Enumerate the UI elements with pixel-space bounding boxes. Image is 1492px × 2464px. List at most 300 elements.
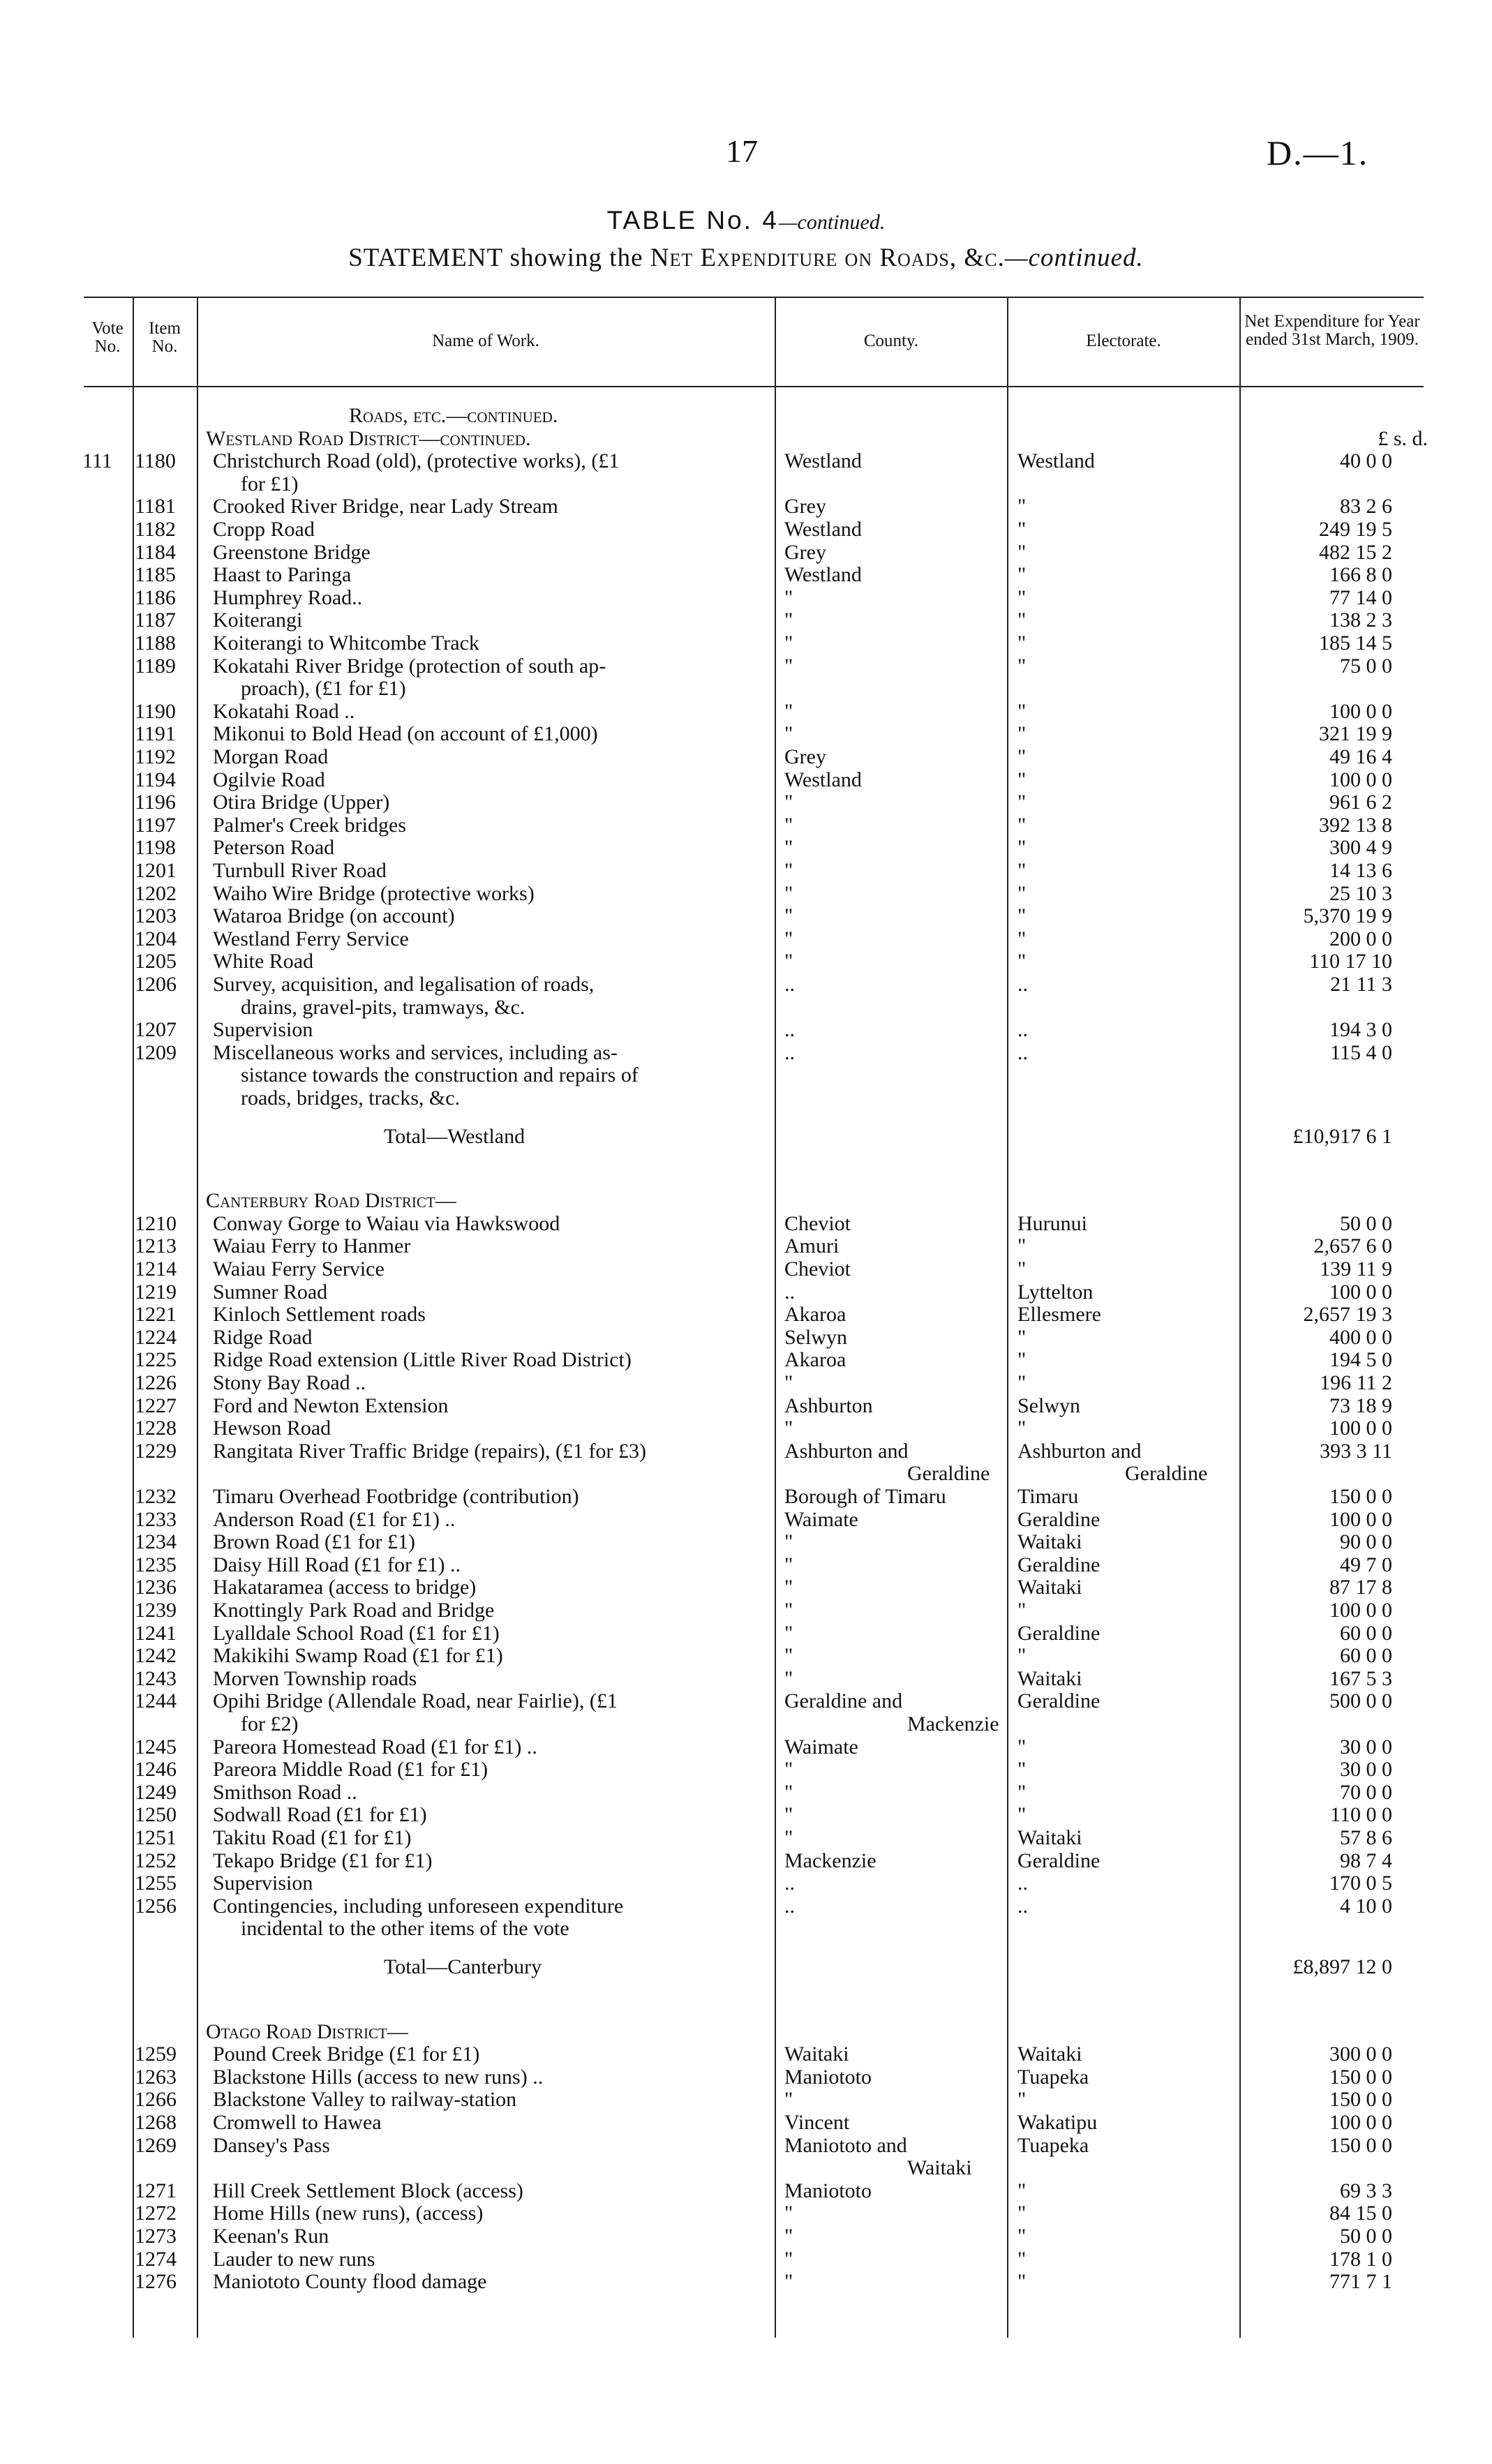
- county: ": [784, 608, 793, 632]
- electorate: ": [1017, 1257, 1027, 1280]
- item-number: 1232: [135, 1485, 177, 1508]
- table-row-cont: [0, 1463, 1492, 1485]
- header-name: Name of Work.: [432, 331, 539, 350]
- table-row: [0, 1827, 1492, 1849]
- work-name: Sumner Road: [213, 1280, 328, 1304]
- canterbury-heading: Canterbury Road District—: [206, 1189, 456, 1213]
- table-row-cont: [0, 996, 1492, 1019]
- item-number: 1243: [135, 1666, 177, 1690]
- net-expenditure: 30 0 0: [1340, 1758, 1392, 1782]
- electorate: ": [1017, 904, 1027, 928]
- electorate: Ellesmere: [1017, 1303, 1101, 1327]
- work-name: Peterson Road: [213, 836, 335, 860]
- electorate: ": [1017, 1758, 1027, 1782]
- work-name: Hakataramea (access to bridge): [213, 1576, 477, 1599]
- work-name-cont: incidental to the other items of the vote: [241, 1917, 569, 1941]
- county: ": [784, 1826, 793, 1849]
- electorate: ": [1017, 1599, 1027, 1622]
- table-row: [0, 1281, 1492, 1304]
- table-row: [0, 2089, 1492, 2111]
- item-number: 1224: [135, 1325, 177, 1349]
- work-name: Contingencies, including unforeseen expenditure: [213, 1894, 624, 1918]
- work-name: Ford and Newton Extension: [213, 1394, 449, 1417]
- net-expenditure: 90 0 0: [1340, 1530, 1392, 1554]
- table-row: [0, 1531, 1492, 1553]
- item-number: 1255: [135, 1872, 177, 1895]
- work-name: Stony Bay Road ..: [213, 1371, 366, 1394]
- table-row: [0, 860, 1492, 882]
- net-expenditure: 73 18 9: [1329, 1394, 1392, 1417]
- county-cont: Waitaki: [907, 2156, 972, 2180]
- county: ": [784, 1644, 793, 1668]
- net-expenditure: 400 0 0: [1329, 1325, 1392, 1349]
- item-number: 1246: [135, 1758, 177, 1782]
- electorate: ": [1017, 1371, 1027, 1394]
- county: Grey: [784, 495, 826, 518]
- table-row: [0, 837, 1492, 859]
- westland-heading: Westland Road District—continued.: [206, 426, 531, 450]
- table-row: [0, 2202, 1492, 2225]
- item-number: 1191: [135, 722, 176, 746]
- item-number: 1245: [135, 1735, 177, 1759]
- work-name: Waiau Ferry to Hanmer: [213, 1234, 411, 1258]
- work-name-cont: for £2): [241, 1712, 299, 1735]
- item-number: 1266: [135, 2088, 177, 2112]
- table-row: [0, 791, 1492, 814]
- item-number: 1233: [135, 1507, 177, 1531]
- work-name: Hill Creek Settlement Block (access): [213, 2179, 523, 2202]
- table-row: [0, 1554, 1492, 1576]
- electorate: ": [1017, 722, 1027, 746]
- work-name: Smithson Road ..: [213, 1780, 357, 1804]
- net-expenditure: 194 5 0: [1329, 1348, 1392, 1372]
- county: ": [784, 1599, 793, 1622]
- work-name: Cromwell to Hawea: [213, 2111, 382, 2134]
- work-name: Rangitata River Traffic Bridge (repairs), (£1 for £3): [213, 1439, 646, 1463]
- table-row-cont: [0, 2157, 1492, 2179]
- net-expenditure: 100 0 0: [1329, 1280, 1392, 1304]
- item-number: 1228: [135, 1417, 177, 1440]
- county: Amuri: [784, 1234, 840, 1258]
- work-name: Opihi Bridge (Allendale Road, near Fairlie), (£1: [213, 1689, 618, 1713]
- header-electorate: Electorate.: [1086, 331, 1161, 350]
- table-row: [0, 2135, 1492, 2157]
- county: Grey: [784, 540, 826, 564]
- net-expenditure: 100 0 0: [1329, 2111, 1392, 2134]
- county: ": [784, 1621, 793, 1645]
- work-name: Mikonui to Bold Head (on account of £1,000): [213, 722, 598, 746]
- table-row: [0, 746, 1492, 768]
- item-number: 1205: [135, 950, 177, 973]
- work-name: Brown Road (£1 for £1): [213, 1530, 415, 1554]
- table-row: [0, 1213, 1492, 1235]
- net-expenditure: 100 0 0: [1329, 1417, 1392, 1440]
- table-row: [0, 905, 1492, 927]
- otago-heading: Otago Road District—: [206, 2019, 408, 2043]
- table-row: [0, 1258, 1492, 1280]
- work-name: Crooked River Bridge, near Lady Stream: [213, 495, 558, 518]
- electorate: ..: [1017, 1018, 1028, 1042]
- electorate: Geraldine: [1017, 1553, 1101, 1576]
- table-row: [0, 1668, 1492, 1690]
- electorate: ": [1017, 927, 1027, 950]
- electorate: ": [1017, 2088, 1027, 2112]
- net-expenditure: 771 7 1: [1329, 2270, 1392, 2294]
- work-name: Kinloch Settlement roads: [213, 1303, 426, 1327]
- net-expenditure: 30 0 0: [1340, 1735, 1392, 1759]
- item-number: 1187: [135, 608, 176, 632]
- item-number: 1204: [135, 927, 177, 950]
- table-row: [0, 1895, 1492, 1918]
- table-row: [0, 2180, 1492, 2202]
- table-row: [0, 518, 1492, 541]
- net-expenditure: 110 17 10: [1309, 950, 1392, 973]
- table-row: [0, 1372, 1492, 1394]
- electorate: ": [1017, 1234, 1027, 1258]
- subtitle-post: —continued.: [1004, 244, 1144, 272]
- table-row: [0, 1576, 1492, 1599]
- work-name: Keenan's Run: [213, 2225, 329, 2248]
- electorate: ": [1017, 654, 1027, 678]
- county: ": [784, 1576, 793, 1599]
- net-expenditure: 115 4 0: [1330, 1040, 1392, 1064]
- item-number: 1241: [135, 1621, 177, 1645]
- net-expenditure: 961 6 2: [1329, 791, 1392, 814]
- work-name: Conway Gorge to Waiau via Hawkswood: [213, 1211, 560, 1235]
- electorate: Waitaki: [1017, 1530, 1082, 1554]
- work-name: Christchurch Road (old), (protective works), (£1: [213, 449, 620, 473]
- table-row: [0, 1349, 1492, 1371]
- table-row-cont: [0, 1918, 1492, 1940]
- net-expenditure: 196 11 2: [1320, 1371, 1392, 1394]
- electorate: ": [1017, 518, 1027, 541]
- electorate: Waitaki: [1017, 1666, 1082, 1690]
- electorate: Tuapeka: [1017, 2065, 1089, 2089]
- table-row: [0, 655, 1492, 678]
- work-name: Koiterangi: [213, 608, 303, 632]
- county: ": [784, 2247, 793, 2271]
- item-number: 1185: [135, 563, 176, 587]
- table-row: [0, 1850, 1492, 1872]
- county: Akaroa: [784, 1348, 846, 1372]
- county: ": [784, 654, 793, 678]
- net-expenditure: 500 0 0: [1329, 1689, 1392, 1713]
- county: ": [784, 1666, 793, 1690]
- county: Cheviot: [784, 1211, 851, 1235]
- county: ": [784, 904, 793, 928]
- county: Vincent: [784, 2111, 850, 2134]
- electorate: Hurunui: [1017, 1211, 1087, 1235]
- work-name: Sodwall Road (£1 for £1): [213, 1803, 427, 1827]
- net-expenditure: 138 2 3: [1329, 608, 1392, 632]
- net-expenditure: 100 0 0: [1329, 1507, 1392, 1531]
- work-name: Ridge Road: [213, 1325, 313, 1349]
- net-expenditure: 77 14 0: [1329, 585, 1392, 609]
- net-expenditure: 87 17 8: [1329, 1576, 1392, 1599]
- table-row: [0, 2271, 1492, 2293]
- net-expenditure: 100 0 0: [1329, 699, 1392, 723]
- currency-header: £ s. d.: [1378, 426, 1428, 450]
- county-cont: Geraldine: [907, 1462, 990, 1486]
- work-name: Morgan Road: [213, 745, 329, 768]
- net-expenditure: 300 0 0: [1329, 2043, 1392, 2066]
- net-expenditure: 21 11 3: [1330, 973, 1392, 996]
- county: ": [784, 859, 793, 882]
- header-bottom-rule: [84, 386, 1424, 387]
- total-amount: £10,917 6 1: [1292, 1124, 1392, 1148]
- page-number: 17: [726, 133, 758, 169]
- county: ": [784, 699, 793, 723]
- table-row-cont: [0, 1064, 1492, 1087]
- item-number: 1227: [135, 1394, 177, 1417]
- net-expenditure: 83 2 6: [1340, 495, 1392, 518]
- item-number: 1242: [135, 1644, 177, 1668]
- electorate: ": [1017, 563, 1027, 587]
- electorate: ..: [1017, 973, 1028, 996]
- county: ": [784, 791, 793, 814]
- net-expenditure: 70 0 0: [1340, 1780, 1392, 1804]
- work-name: Kokatahi River Bridge (protection of south ap-: [213, 654, 606, 678]
- electorate: ": [1017, 1735, 1027, 1759]
- county: Westland: [784, 518, 862, 541]
- item-number: 1197: [135, 813, 176, 837]
- table-row: [0, 1327, 1492, 1349]
- county: ": [784, 1758, 793, 1782]
- table-row-cont: [0, 678, 1492, 700]
- net-expenditure: 4 10 0: [1340, 1894, 1392, 1918]
- county: Mackenzie: [784, 1849, 876, 1872]
- work-name: Home Hills (new runs), (access): [213, 2202, 484, 2225]
- county: ": [784, 2270, 793, 2294]
- item-number: 1189: [135, 654, 176, 678]
- work-name: Pareora Middle Road (£1 for £1): [213, 1758, 488, 1782]
- electorate: ": [1017, 1803, 1027, 1827]
- table-row: [0, 769, 1492, 791]
- county: Cheviot: [784, 1257, 851, 1280]
- work-name: Ridge Road extension (Little River Road District): [213, 1348, 632, 1372]
- table-row: [0, 1486, 1492, 1508]
- item-number: 1229: [135, 1439, 177, 1463]
- item-number: 1202: [135, 881, 177, 905]
- item-number: 1276: [135, 2270, 177, 2294]
- electorate: ": [1017, 813, 1027, 837]
- roads-heading: Roads, etc.—continued.: [349, 404, 558, 427]
- electorate: ..: [1017, 1894, 1028, 1918]
- table-row: [0, 2112, 1492, 2134]
- item-number: 1180: [135, 449, 176, 473]
- work-name: Pareora Homestead Road (£1 for £1) ..: [213, 1735, 537, 1759]
- vote-number: 111: [82, 449, 112, 473]
- work-name: Blackstone Hills (access to new runs) ..: [213, 2065, 544, 2089]
- item-number: 1271: [135, 2179, 177, 2202]
- county: ": [784, 632, 793, 655]
- item-number: 1235: [135, 1553, 177, 1576]
- work-name: Makikihi Swamp Road (£1 for £1): [213, 1644, 503, 1668]
- item-number: 1210: [135, 1211, 177, 1235]
- table-row: [0, 1440, 1492, 1463]
- net-expenditure: 482 15 2: [1319, 540, 1392, 564]
- work-name: Pound Creek Bridge (£1 for £1): [213, 2043, 480, 2066]
- table-row: [0, 587, 1492, 609]
- county: ": [784, 1803, 793, 1827]
- table-row: [0, 2248, 1492, 2271]
- county: Ashburton: [784, 1394, 873, 1417]
- work-name: Blackstone Valley to railway-station: [213, 2088, 517, 2112]
- section-heading-otago: [0, 2021, 1492, 2043]
- net-expenditure: 49 7 0: [1340, 1553, 1392, 1576]
- county: Westland: [784, 563, 862, 587]
- item-number: 1234: [135, 1530, 177, 1554]
- electorate: ": [1017, 881, 1027, 905]
- item-number: 1250: [135, 1803, 177, 1827]
- electorate: ": [1017, 745, 1027, 768]
- work-name: Daisy Hill Road (£1 for £1) ..: [213, 1553, 461, 1576]
- county: ": [784, 2088, 793, 2112]
- table-row: [0, 950, 1492, 973]
- electorate: Tuapeka: [1017, 2133, 1089, 2157]
- item-number: 1274: [135, 2247, 177, 2271]
- electorate: ": [1017, 2247, 1027, 2271]
- subtitle-pre: STATEMENT showing the: [348, 244, 650, 272]
- section-heading-canterbury: [0, 1190, 1492, 1212]
- electorate: ": [1017, 859, 1027, 882]
- work-name: Humphrey Road..: [213, 585, 363, 609]
- net-expenditure: 200 0 0: [1329, 927, 1392, 950]
- table-row: [0, 564, 1492, 586]
- county: ": [784, 722, 793, 746]
- electorate: Lyttelton: [1017, 1280, 1094, 1304]
- county: ..: [784, 973, 795, 996]
- total-amount: £8,897 12 0: [1292, 1955, 1392, 1978]
- net-expenditure: 150 0 0: [1329, 1485, 1392, 1508]
- county: Westland: [784, 449, 862, 473]
- table-row-cont: [0, 1713, 1492, 1735]
- table-row: [0, 883, 1492, 905]
- total-label: Total—Canterbury: [384, 1955, 542, 1978]
- item-number: 1188: [135, 632, 176, 655]
- net-expenditure: 60 0 0: [1340, 1644, 1392, 1668]
- table-row: [0, 450, 1492, 472]
- electorate: Waitaki: [1017, 1576, 1082, 1599]
- work-name: Takitu Road (£1 for £1): [213, 1826, 412, 1849]
- net-expenditure: 166 8 0: [1329, 563, 1392, 587]
- item-number: 1263: [135, 2065, 177, 2089]
- net-expenditure: 50 0 0: [1340, 1211, 1392, 1235]
- work-name: Waiau Ferry Service: [213, 1257, 385, 1280]
- table-row: [0, 1042, 1492, 1064]
- county: Maniototo and: [784, 2133, 907, 2157]
- net-expenditure: 98 7 4: [1340, 1849, 1392, 1872]
- table-row: [0, 1304, 1492, 1326]
- net-expenditure: 2,657 6 0: [1313, 1234, 1392, 1258]
- work-name: Supervision: [213, 1872, 313, 1895]
- county: Westland: [784, 768, 862, 791]
- item-number: 1244: [135, 1689, 177, 1713]
- work-name: Miscellaneous works and services, including as-: [213, 1040, 618, 1064]
- item-number: 1209: [135, 1040, 177, 1064]
- work-name: Lauder to new runs: [213, 2247, 375, 2271]
- electorate: ": [1017, 1348, 1027, 1372]
- item-number: 1249: [135, 1780, 177, 1804]
- net-expenditure: 60 0 0: [1340, 1621, 1392, 1645]
- electorate-cont: Geraldine: [1125, 1462, 1208, 1486]
- county: ..: [784, 1894, 795, 1918]
- net-expenditure: 300 4 9: [1329, 836, 1392, 860]
- table-row: [0, 1759, 1492, 1781]
- net-expenditure: 84 15 0: [1329, 2202, 1392, 2225]
- county: ": [784, 1780, 793, 1804]
- item-number: 1269: [135, 2133, 177, 2157]
- item-number: 1196: [135, 791, 176, 814]
- county: Geraldine and: [784, 1689, 903, 1713]
- electorate: ": [1017, 950, 1027, 973]
- work-name: Survey, acquisition, and legalisation of roads,: [213, 973, 595, 996]
- electorate: ": [1017, 2225, 1027, 2248]
- electorate: ..: [1017, 1872, 1028, 1895]
- header-county: County.: [863, 331, 919, 350]
- electorate: Geraldine: [1017, 1849, 1101, 1872]
- table-row: [0, 1599, 1492, 1622]
- document-reference: D.—1.: [1267, 133, 1369, 172]
- item-number: 1252: [135, 1849, 177, 1872]
- table-row: [0, 1395, 1492, 1417]
- item-number: 1181: [135, 495, 176, 518]
- net-expenditure: 69 3 3: [1340, 2179, 1392, 2202]
- electorate: ..: [1017, 1040, 1028, 1064]
- county: ..: [784, 1040, 795, 1064]
- subtitle-smallcaps: Net Expenditure on Roads, &c.: [650, 244, 1005, 272]
- work-name-cont: drains, gravel-pits, tramways, &c.: [241, 995, 525, 1019]
- item-number: 1190: [135, 699, 176, 723]
- table-row: [0, 928, 1492, 950]
- total-row-westland: [0, 1126, 1492, 1148]
- work-name: Greenstone Bridge: [213, 540, 371, 564]
- net-expenditure: 150 0 0: [1329, 2065, 1392, 2089]
- table-row: [0, 495, 1492, 518]
- table-row: [0, 2043, 1492, 2066]
- table-row: [0, 2225, 1492, 2248]
- county: Maniototo: [784, 2065, 872, 2089]
- work-name: Turnbull River Road: [213, 859, 387, 882]
- net-expenditure: 150 0 0: [1329, 2133, 1392, 2157]
- item-number: 1184: [135, 540, 176, 564]
- header-vote: Vote No.: [91, 319, 124, 356]
- table-row: [0, 1019, 1492, 1041]
- county: Maniototo: [784, 2179, 872, 2202]
- table-row: [0, 1736, 1492, 1759]
- net-expenditure: 194 3 0: [1329, 1018, 1392, 1042]
- table-top-rule: [84, 297, 1424, 298]
- total-label: Total—Westland: [384, 1124, 525, 1148]
- table-row: [0, 723, 1492, 745]
- electorate: ": [1017, 791, 1027, 814]
- table-row: [0, 1690, 1492, 1712]
- net-expenditure: 5,370 19 9: [1303, 904, 1392, 928]
- work-name: Anderson Road (£1 for £1) ..: [213, 1507, 456, 1531]
- county: ": [784, 1417, 793, 1440]
- work-name: Dansey's Pass: [213, 2133, 330, 2157]
- net-expenditure: 40 0 0: [1340, 449, 1392, 473]
- county: Ashburton and: [784, 1439, 909, 1463]
- electorate: ": [1017, 1644, 1027, 1668]
- net-expenditure: 249 19 5: [1319, 518, 1392, 541]
- county: Borough of Timaru: [784, 1485, 946, 1508]
- work-name: Ogilvie Road: [213, 768, 325, 791]
- table-row: [0, 1872, 1492, 1895]
- table-row: [0, 609, 1492, 632]
- work-name: Palmer's Creek bridges: [213, 813, 407, 837]
- item-number: 1201: [135, 859, 177, 882]
